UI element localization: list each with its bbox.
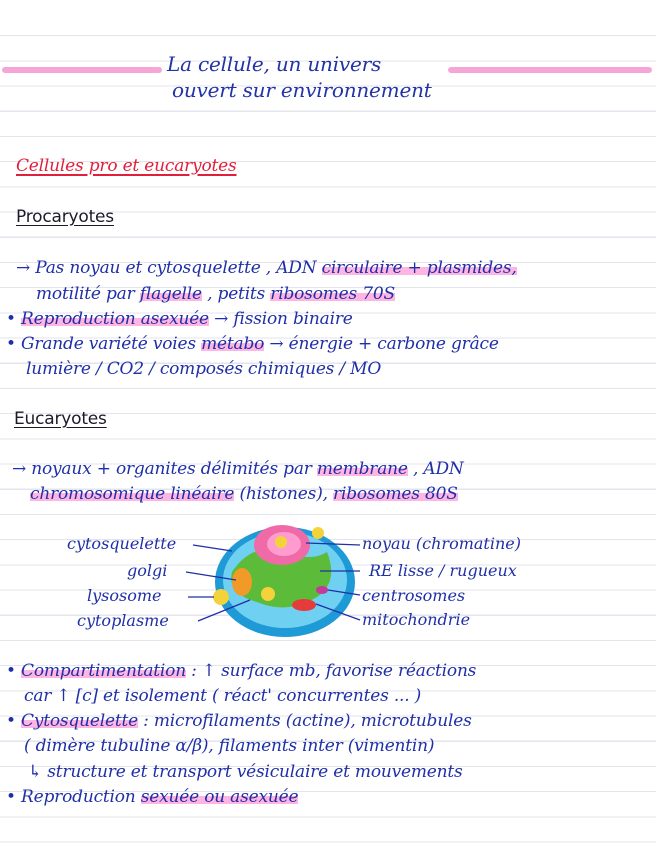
highlight-span: métabo — [201, 334, 265, 354]
highlight-span: ribosomes 70S — [270, 284, 395, 304]
bullet-cytosquelette — [6, 711, 472, 731]
cell-outer-membrane — [215, 527, 355, 637]
text-span: : ↑ surface mb, favorise réactions — [185, 661, 477, 681]
bullet: • — [6, 309, 22, 329]
vesicle-shape — [261, 587, 275, 601]
golgi-shape — [232, 568, 252, 596]
bullet: • — [6, 787, 22, 807]
highlight-span: Cytosquelette — [21, 711, 138, 731]
bullet-compartimentation — [6, 661, 476, 681]
leader-line — [186, 572, 236, 580]
label-lysosome: lysosome — [87, 586, 162, 605]
text-span: : microfilaments (actine), microtubules — [137, 711, 472, 731]
vesicle-shape — [312, 527, 324, 539]
title-right-bar — [448, 67, 652, 73]
bullet: • — [6, 711, 22, 731]
bullet-reproduction — [6, 787, 298, 807]
leader-line — [198, 600, 250, 621]
text-span: → Pas noyau et cytosquelette , ADN — [16, 258, 322, 278]
highlight-span: sexuée ou asexuée — [140, 787, 299, 807]
text-span: → noyaux + organites délimités par — [12, 459, 317, 479]
label-cytoplasme: cytoplasme — [77, 611, 169, 630]
text-span: Reproduction — [21, 787, 141, 807]
er-shape — [231, 550, 331, 608]
highlight-span: circulaire + plasmides, — [321, 258, 517, 278]
nucleolus-shape — [275, 536, 287, 548]
highlight-span: flagelle — [139, 284, 202, 304]
mitochondria-shape — [292, 599, 316, 611]
page-title-line2: ouvert sur environnement — [172, 78, 432, 102]
highlight-span: Compartimentation — [21, 661, 186, 681]
procaryotes-line-4 — [6, 334, 499, 354]
leader-line — [328, 590, 360, 595]
procaryotes-line-5: lumière / CO2 / composés chimiques / MO — [26, 359, 382, 379]
bullet: • — [6, 334, 22, 354]
leader-line — [316, 604, 360, 620]
label-mitochondrie: mitochondrie — [362, 610, 471, 629]
page-title-line1: La cellule, un univers — [167, 52, 382, 76]
text-span: motilité par — [36, 284, 140, 304]
procaryotes-heading: Procaryotes — [16, 207, 114, 227]
label-noyau: noyau (chromatine) — [362, 534, 521, 553]
bullet-cytosquelette-cont-2: ↳ structure et transport vésiculaire et mouvements — [28, 762, 463, 782]
eukaryotic-cell-illustration — [213, 525, 355, 637]
procaryotes-line-3 — [6, 309, 353, 329]
highlight-span: Reproduction asexuée — [21, 309, 209, 329]
text-span: Grande variété voies — [21, 334, 202, 354]
highlight-span: chromosomique linéaire — [30, 484, 235, 504]
label-centrosomes: centrosomes — [362, 586, 466, 605]
highlight-span: membrane — [316, 459, 408, 479]
centrosome-shape — [316, 586, 328, 594]
leader-line — [193, 545, 232, 551]
bullet-compartimentation-cont: car ↑ [c] et isolement ( réact' concurrentes ... ) — [24, 686, 422, 706]
label-golgi: golgi — [127, 561, 168, 580]
bullet: • — [6, 661, 22, 681]
nucleus-inner — [267, 532, 301, 556]
lysosome-shape — [213, 589, 229, 605]
eucaryotes-line-2 — [30, 484, 458, 504]
eucaryotes-line-1 — [12, 459, 464, 479]
text-span: , petits — [201, 284, 271, 304]
label-leaders — [186, 543, 360, 621]
label-re: RE lisse / rugueux — [369, 561, 517, 580]
eucaryotes-heading: Eucaryotes — [14, 409, 107, 429]
cytoplasm-shape — [223, 532, 347, 628]
text-span: → fission binaire — [208, 309, 353, 329]
label-cytosquelette: cytosquelette — [67, 534, 177, 553]
procaryotes-line-2 — [36, 284, 395, 304]
text-span: → énergie + carbone grâce — [264, 334, 499, 354]
highlight-span: ribosomes 80S — [333, 484, 458, 504]
procaryotes-line-1 — [16, 258, 517, 278]
text-span: , ADN — [407, 459, 464, 479]
title-left-bar — [2, 67, 162, 73]
leader-line — [306, 543, 360, 545]
text-span: (histones), — [234, 484, 334, 504]
bullet-cytosquelette-cont-1: ( dimère tubuline α/β), filaments inter (vimentin) — [24, 736, 435, 756]
nucleus-shape — [254, 525, 310, 565]
section-heading: Cellules pro et eucaryotes — [16, 156, 237, 176]
